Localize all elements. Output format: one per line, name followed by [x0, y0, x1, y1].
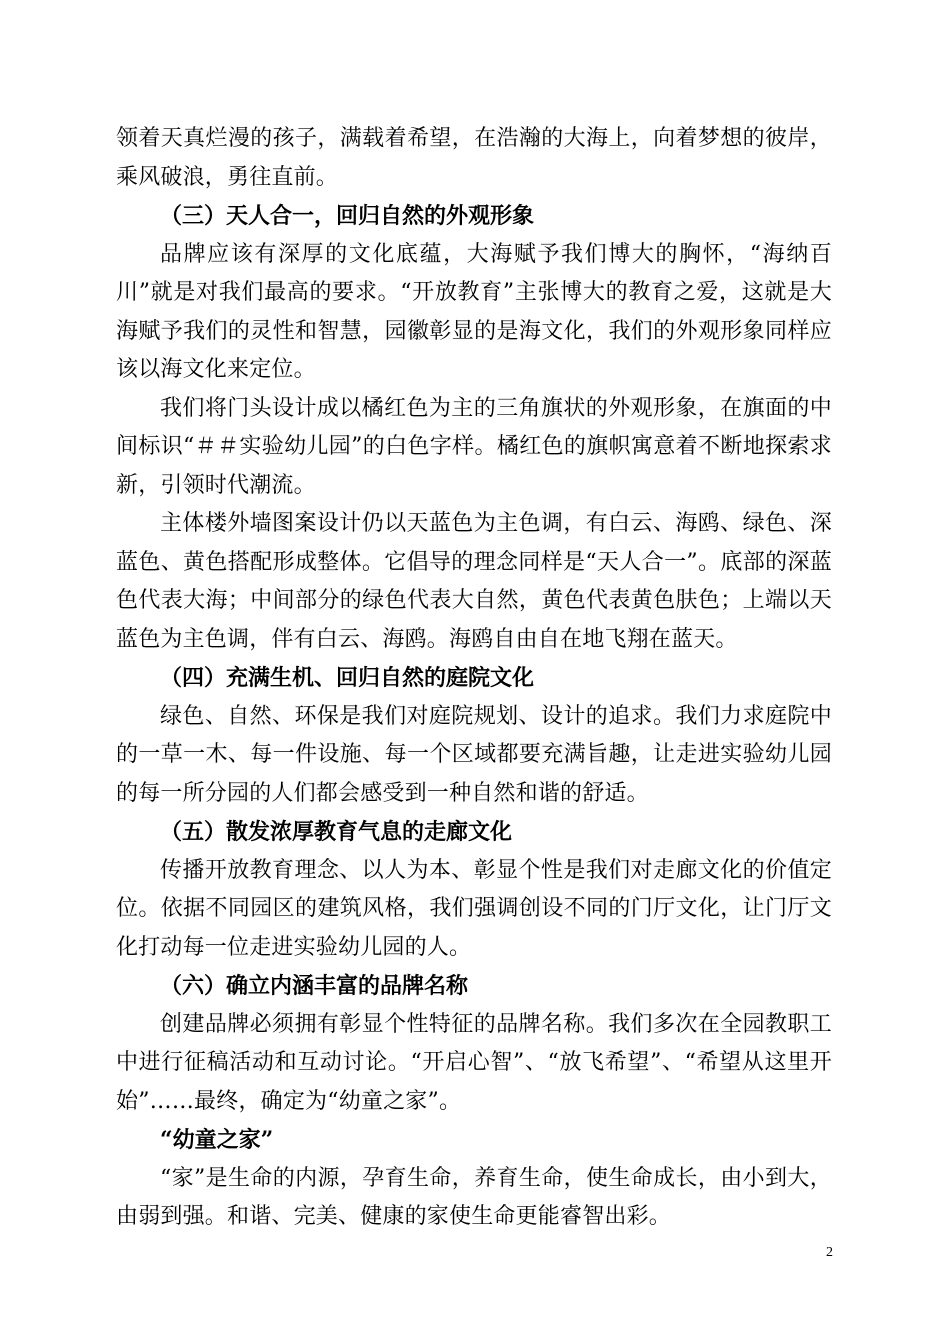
section-heading-5: （五）散发浓厚教育气息的走廊文化 [160, 819, 513, 845]
paragraph: 创建品牌必须拥有彰显个性特征的品牌名称。我们多次在全园教职工中进行征稿活动和互动讨论。“开启心智”、“放飞希望”、“希望从这里开始”……最终，确定为“幼童之家”。 [116, 1011, 832, 1114]
section-heading-3: （三）天人合一，回归自然的外观形象 [160, 203, 535, 229]
paragraph: 传播开放教育理念、以人为本、彰显个性是我们对走廊文化的价值定位。依据不同园区的建筑风格，我们强调创设不同的门厅文化，让门厅文化打动每一位走进实验幼儿园的人。 [116, 857, 832, 960]
paragraph: 主体楼外墙图案设计仍以天蓝色为主色调，有白云、海鸥、绿色、深蓝色、黄色搭配形成整体。它倡导的理念同样是“天人合一”。底部的深蓝色代表大海；中间部分的绿色代表大自然，黄色代表黄色肤色；上端以天蓝色为主色调，伴有白云、海鸥。海鸥自由自在地飞翔在蓝天。 [116, 511, 832, 652]
paragraph: 绿色、自然、环保是我们对庭院规划、设计的追求。我们力求庭院中的一草一木、每一件设施、每一个区域都要充满旨趣，让走进实验幼儿园的每一所分园的人们都会感受到一种自然和谐的舒适。 [116, 703, 832, 806]
paragraph-continuation: 领着天真烂漫的孩子，满载着希望，在浩瀚的大海上，向着梦想的彼岸，乘风破浪，勇往直前。 [116, 126, 832, 190]
subheading: “幼童之家” [160, 1127, 274, 1153]
document-body [116, 120, 832, 1237]
paragraph: 我们将门头设计成以橘红色为主的三角旗状的外观形象，在旗面的中间标识“＃＃实验幼儿园”的白色字样。橘红色的旗帜寓意着不断地探索求新，引领时代潮流。 [116, 395, 832, 498]
section-heading-6: （六）确立内涵丰富的品牌名称 [160, 973, 469, 999]
paragraph: “家”是生命的内源，孕育生命，养育生命，使生命成长，由小到大，由弱到强。和谐、完美、健康的家使生命更能睿智出彩。 [116, 1165, 832, 1229]
page-number: 2 [826, 1245, 833, 1260]
section-heading-4: （四）充满生机、回归自然的庭院文化 [160, 665, 535, 691]
paragraph: 品牌应该有深厚的文化底蕴，大海赋予我们博大的胸怀，“海纳百川”就是对我们最高的要求。“开放教育”主张博大的教育之爱，这就是大海赋予我们的灵性和智慧，园徽彰显的是海文化，我们的外观形象同样应该以海文化来定位。 [116, 241, 832, 382]
